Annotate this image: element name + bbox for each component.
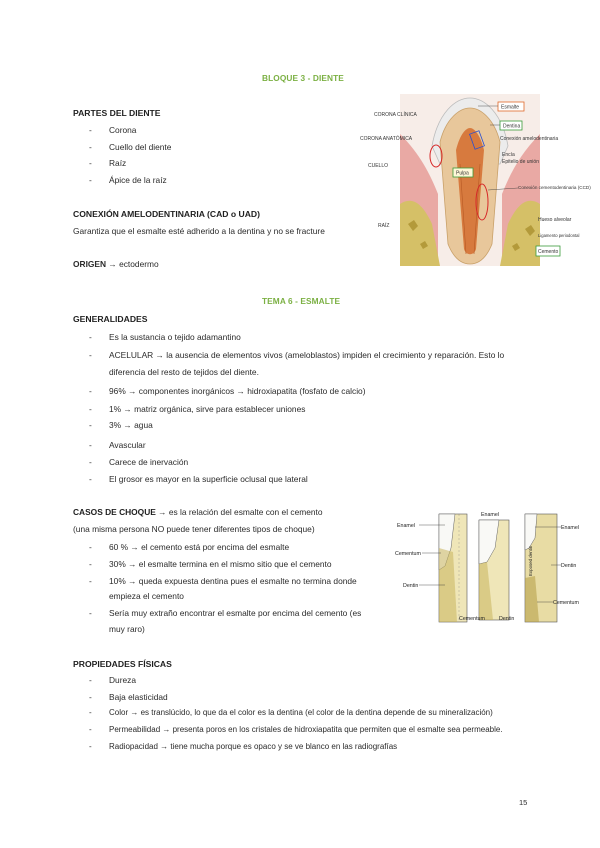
dentina-label: Dentina	[503, 123, 521, 130]
encia-label: Encía	[502, 152, 515, 158]
list-item: - Sería muy extraño encontrar el esmalte por encima del cemento (es	[89, 608, 362, 618]
generalidades-heading: GENERALIDADES	[73, 314, 148, 324]
cementum-left-label: Cementum	[395, 551, 421, 557]
list-item: - Avascular	[89, 440, 146, 450]
dentin-bottom-label: Dentin	[499, 616, 515, 622]
list-item: - ACELULAR → la ausencia de elementos vivos (ameloblastos) impiden el crecimiento y reparación. Esto lo	[89, 350, 505, 360]
list-item: - 3% → agua	[89, 420, 153, 430]
list-item: - Permeabilidad → presenta poros en los cristales de hidroxiapatita que permiten que el esmalte sea permeable.	[89, 725, 503, 734]
cementum-bottom-label: Cementum	[459, 616, 485, 622]
list-item: - 96% → componentes inorgánicos → hidroxiapatita (fosfato de calcio)	[89, 386, 366, 396]
list-item: - 1% → matriz orgánica, sirve para establecer uniones	[89, 404, 306, 414]
casos-note: (una misma persona NO puede tener diferentes tipos de choque)	[73, 524, 315, 534]
exposed-dentin-label: Exposed dentin	[528, 545, 533, 576]
list-item-continuation: diferencia del resto de tejidos del diente.	[109, 367, 259, 377]
enamel-top-label: Enamel	[481, 512, 499, 518]
list-item: - Es la sustancia o tejido adamantino	[89, 332, 241, 342]
bloque-title: BLOQUE 3 - DIENTE	[262, 73, 344, 83]
list-item: - Color → es translúcido, lo que da el color es la dentina (el color de la dentina depende de su mineralización)	[89, 708, 493, 717]
hueso-label: Hueso alveolar	[538, 217, 572, 223]
epitelio-label: Epitelio de unión	[502, 159, 539, 165]
raiz-label: RAÍZ	[378, 223, 390, 229]
list-item: - Raíz	[89, 158, 127, 168]
origen-line: ORIGEN → ectodermo	[73, 259, 159, 269]
list-item: - Corona	[89, 125, 137, 135]
list-item-continuation: muy raro)	[109, 624, 145, 634]
conexion-amelo-label: Conexión amelodentinaria	[500, 136, 559, 142]
tooth-diagram	[360, 94, 591, 266]
cuello-label: CUELLO	[368, 163, 389, 169]
casos-heading: CASOS DE CHOQUE → es la relación del esmalte con el cemento	[73, 507, 323, 517]
list-item: - Carece de inervación	[89, 457, 189, 467]
list-item: - 10% → queda expuesta dentina pues el esmalte no termina donde	[89, 576, 357, 586]
list-item: - El grosor es mayor en la superficie oclusal que lateral	[89, 474, 308, 484]
page-number: 15	[519, 798, 528, 807]
pulpa-label: Pulpa	[456, 170, 469, 177]
esmalte-label: Esmalte	[501, 104, 520, 111]
tema-title: TEMA 6 - ESMALTE	[262, 296, 341, 306]
list-item: - Baja elasticidad	[89, 692, 168, 702]
conexion-heading: CONEXIÓN AMELODENTINARIA (CAD o UAD)	[73, 209, 260, 219]
corona-clinica-label: CORONA CLÍNICA	[374, 112, 417, 118]
conexion-text: Garantiza que el esmalte esté adherido a la dentina y no se fracture	[73, 226, 325, 236]
cementum-right-label: Cementum	[553, 600, 579, 606]
enamel-left-label: Enamel	[397, 523, 415, 529]
corona-anatomica-label: CORONA ANATÓMICA	[360, 136, 413, 142]
conexion-cemento-label: Conexión cementodentinaria (CCD)	[518, 185, 591, 190]
dentin-right-label: Dentin	[561, 563, 577, 569]
partes-heading: PARTES DEL DIENTE	[73, 108, 161, 118]
list-item: - 60 % → el cemento está por encima del esmalte	[89, 542, 290, 552]
list-item: - Radiopacidad → tiene mucha porque es opaco y se ve blanco en las radiografías	[89, 742, 398, 751]
list-item: - Cuello del diente	[89, 142, 172, 152]
list-item-continuation: empieza el cemento	[109, 591, 184, 601]
list-item: - Dureza	[89, 675, 136, 685]
list-item: - 30% → el esmalte termina en el mismo sitio que el cemento	[89, 559, 332, 569]
cej-diagram	[395, 508, 585, 626]
dentin-left-label: Dentin	[403, 583, 419, 589]
propiedades-heading: PROPIEDADES FÍSICAS	[73, 659, 172, 669]
list-item: - Ápice de la raíz	[89, 175, 167, 185]
cemento-label: Cemento	[538, 249, 559, 255]
ligamento-label: Ligamento periodontal	[538, 233, 580, 238]
enamel-right-label: Enamel	[561, 525, 579, 531]
